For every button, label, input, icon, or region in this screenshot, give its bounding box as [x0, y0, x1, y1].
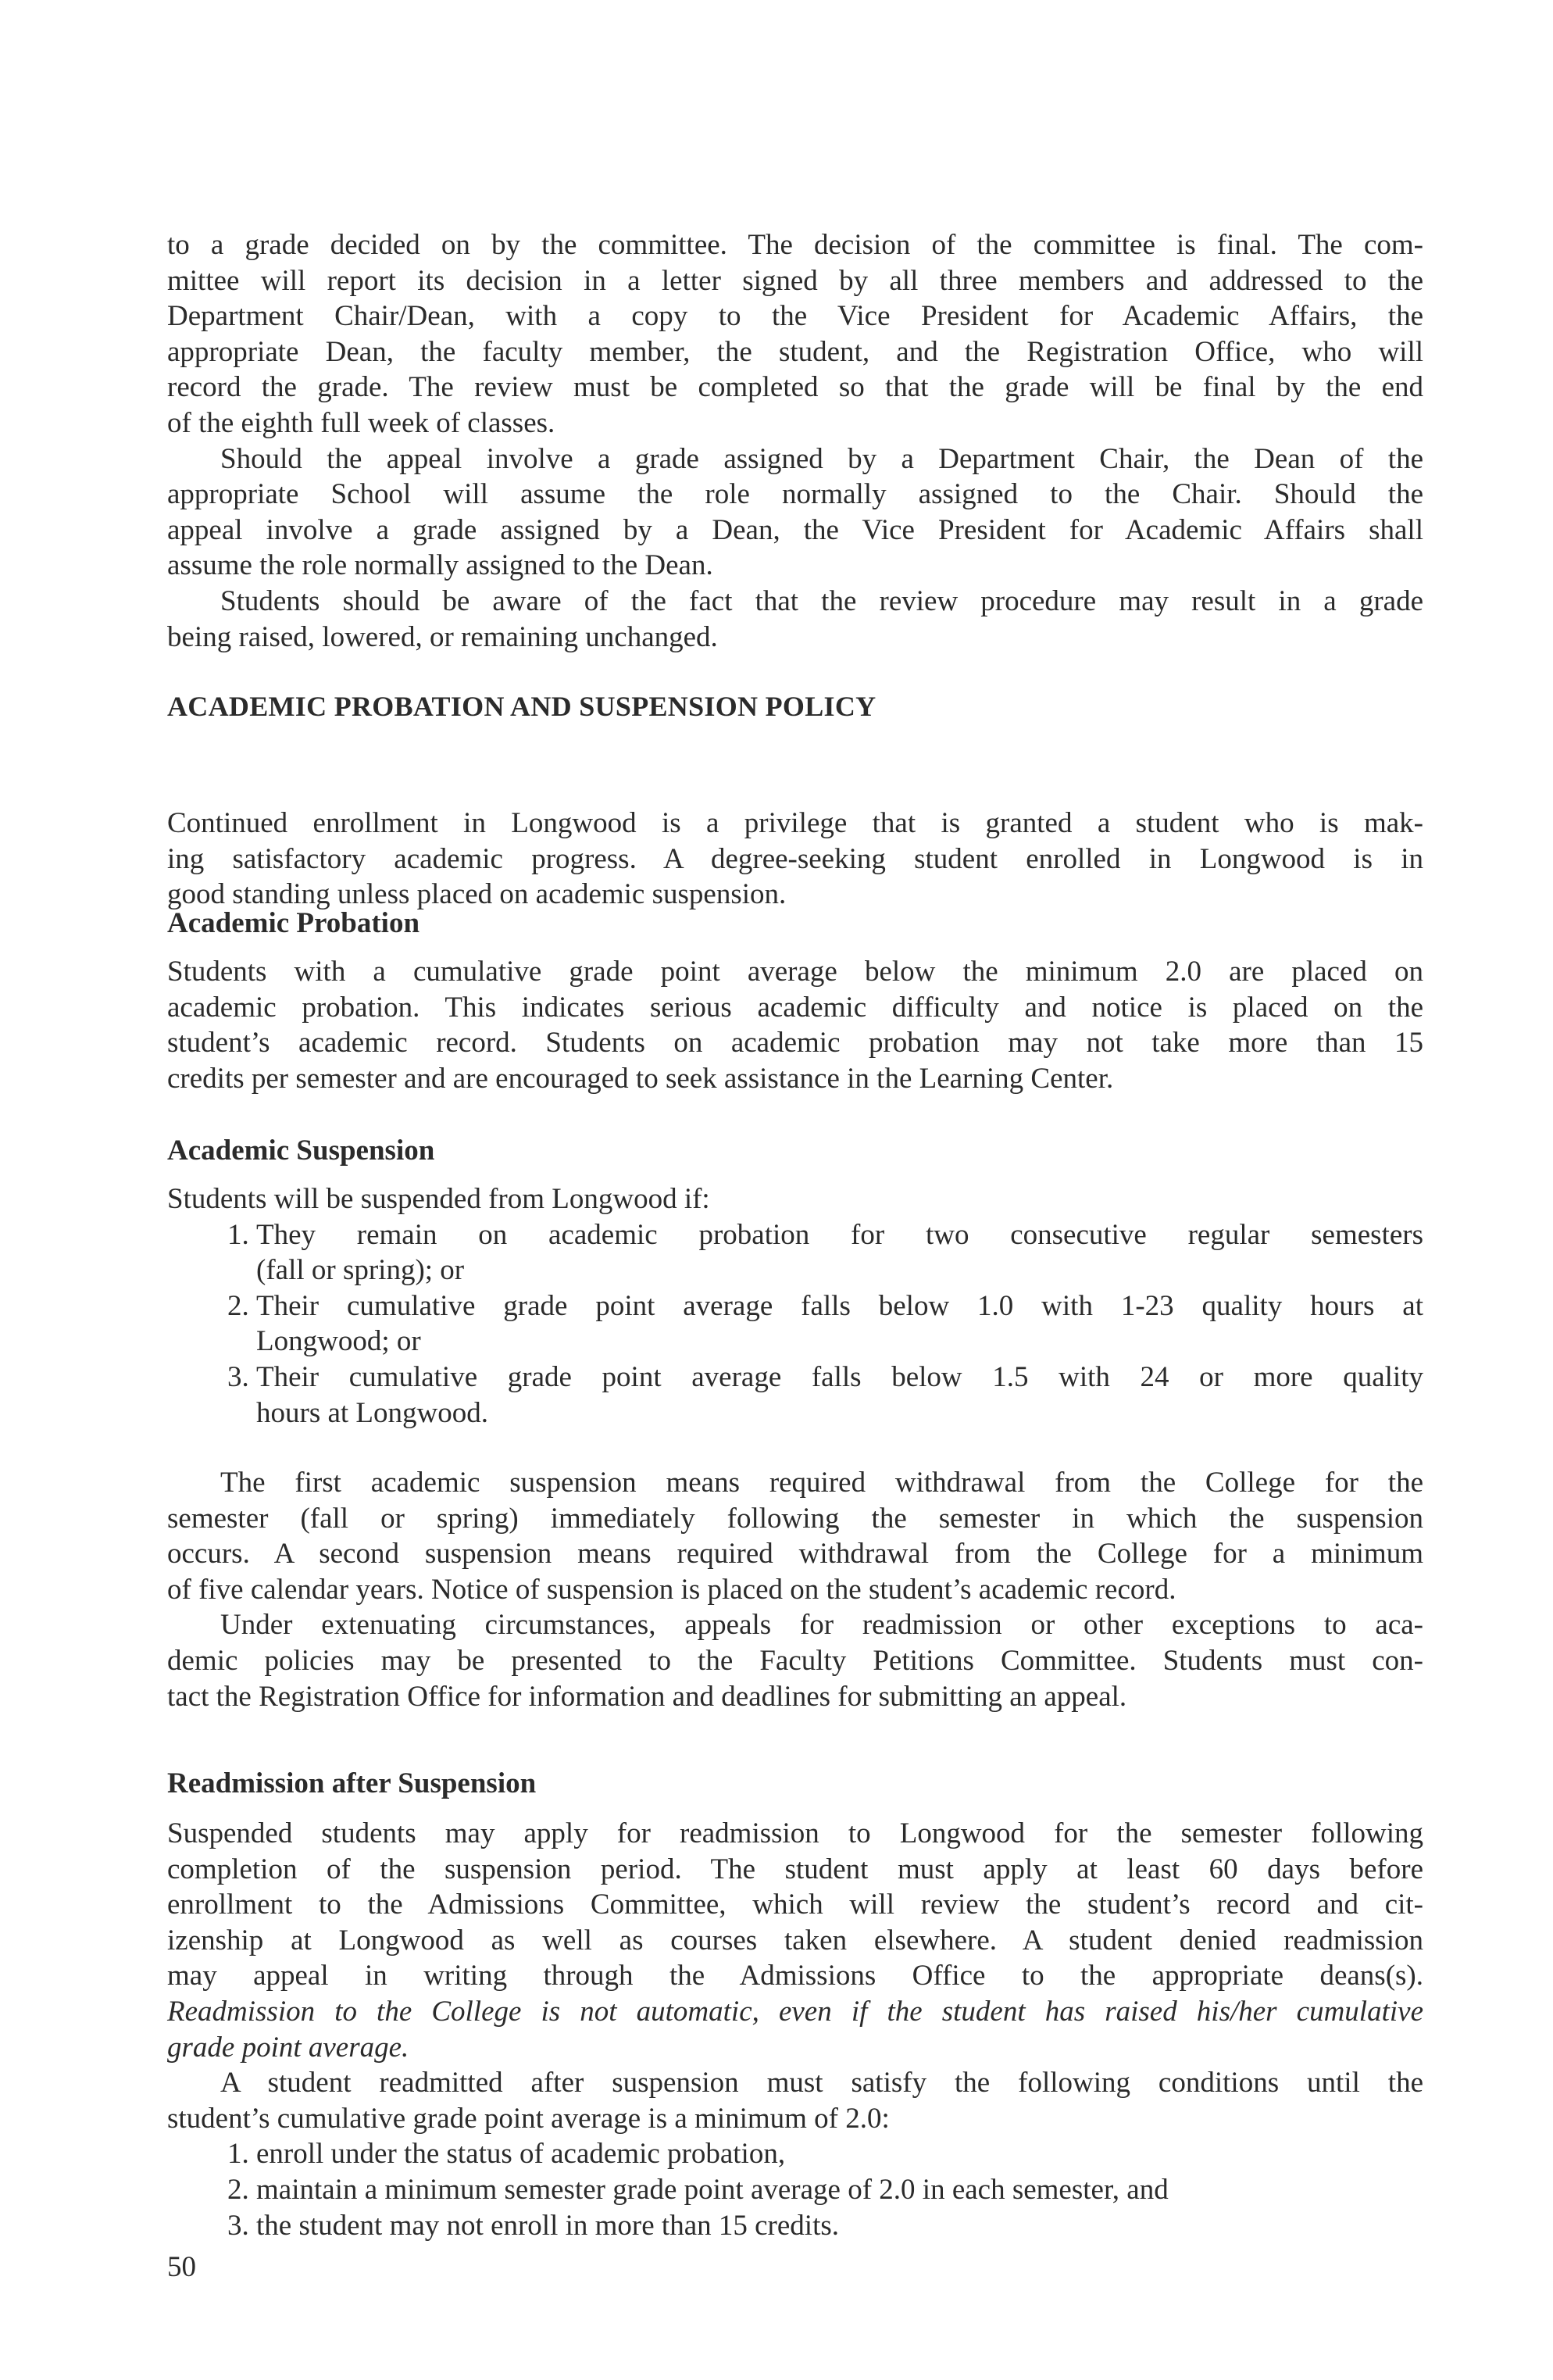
paragraph [167, 584, 1423, 655]
text-line: Under extenuating circumstances, appeals for readmission or other exceptions to aca- [220, 1609, 1423, 1642]
paragraph [167, 1607, 1423, 1714]
text-line: Their cumulative grade point average falls below 1.5 with 24 or more quality [256, 1360, 1423, 1393]
list-item-text [256, 1288, 1423, 1360]
list-item-text [256, 1217, 1423, 1288]
text-line: Students will be suspended from Longwood if: [167, 1183, 710, 1215]
list-number: 1. [227, 2138, 249, 2171]
list-item-text [256, 2208, 1423, 2244]
list-item [167, 1288, 1423, 1360]
probation-body [167, 954, 1423, 1096]
text-line: Students should be aware of the fact that the review procedure may result in a grade [220, 584, 1423, 617]
text-line: enroll under the status of academic probation, [256, 2138, 786, 2171]
text-line: izenship at Longwood as well as courses taken elsewhere. A student denied readmission [167, 1924, 1423, 1957]
readmission-conditions-list [167, 2136, 1423, 2243]
subheading-probation: Academic Probation [167, 907, 420, 939]
text-line: the student may not enroll in more than 15 credits. [256, 2209, 839, 2242]
text-line: academic probation. This indicates serious academic difficulty and notice is placed on the [167, 991, 1423, 1024]
readmission-body [167, 1816, 1423, 2243]
text-line: maintain a minimum semester grade point average of 2.0 in each semester, and [256, 2173, 1169, 2206]
italic-note [167, 1994, 1423, 2065]
paragraph [167, 227, 1423, 441]
list-item [167, 2136, 1423, 2172]
list-number: 1. [227, 1218, 249, 1251]
suspension-lead [167, 1181, 1423, 1217]
text-line: The first academic suspension means required withdrawal from the College for the [220, 1467, 1423, 1499]
text-line: Longwood; or [256, 1325, 421, 1358]
paragraph [167, 1816, 1423, 1994]
text-line: may appeal in writing through the Admissions Office to the appropriate deans(s). [167, 1960, 1423, 1992]
suspension-list [167, 1217, 1423, 1431]
text-line: A student readmitted after suspension must satisfy the following conditions until the [220, 2067, 1423, 2099]
text-line: of the eighth full week of classes. [167, 406, 555, 439]
text-line: They remain on academic probation for two consecutive regular semesters [256, 1218, 1423, 1251]
list-item [167, 1360, 1423, 1431]
text-line: student’s academic record. Students on academic probation may not take more than 15 [167, 1027, 1423, 1060]
grade-appeal-continued [167, 227, 1423, 655]
text-line: Students with a cumulative grade point average below the minimum 2.0 are placed on [167, 956, 1423, 988]
list-number: 3. [227, 1360, 249, 1393]
text-line: (fall or spring); or [256, 1254, 465, 1287]
text-line: record the grade. The review must be completed so that the grade will be final by the end [167, 371, 1423, 404]
text-line: credits per semester and are encouraged to seek assistance in the Learning Center. [167, 1062, 1114, 1095]
list-number: 3. [227, 2209, 249, 2242]
suspension-criteria [167, 1181, 1423, 1431]
text-line: Readmission to the College is not automatic, even if the student has raised his/her cumulative [167, 1995, 1423, 2028]
text-line: occurs. A second suspension means required withdrawal from the College for a minimum [167, 1538, 1423, 1571]
text-line: ing satisfactory academic progress. A degree-seeking student enrolled in Longwood is in [167, 842, 1423, 875]
text-line: good standing unless placed on academic suspension. [167, 878, 787, 911]
text-line: Should the appeal involve a grade assigned by a Department Chair, the Dean of the [220, 442, 1423, 475]
paragraph [167, 441, 1423, 584]
text-line: appropriate Dean, the faculty member, the student, and the Registration Office, who will [167, 335, 1423, 368]
policy-intro [167, 806, 1423, 913]
text-line: Their cumulative grade point average falls below 1.0 with 1-23 quality hours at [256, 1289, 1423, 1322]
subheading-readmission: Readmission after Suspension [167, 1767, 537, 1799]
page-number: 50 [167, 2251, 196, 2283]
list-item [167, 1217, 1423, 1288]
text-line: tact the Registration Office for information and deadlines for submitting an appeal. [167, 1680, 1127, 1713]
text-line: enrollment to the Admissions Committee, which will review the student’s record and cit- [167, 1889, 1423, 1921]
text-line: Department Chair/Dean, with a copy to the Vice President for Academic Affairs, the [167, 300, 1423, 333]
text-line: to a grade decided on by the committee. The decision of the committee is final. The com- [167, 229, 1423, 261]
list-number: 2. [227, 1289, 249, 1322]
text-line: appropriate School will assume the role normally assigned to the Chair. Should the [167, 478, 1423, 511]
list-item-text [256, 2136, 1423, 2172]
text-line: demic policies may be presented to the Faculty Petitions Committee. Students must con- [167, 1644, 1423, 1677]
text-line: grade point average. [167, 2031, 409, 2064]
paragraph [167, 1465, 1423, 1607]
text-line: Continued enrollment in Longwood is a privilege that is granted a student who is mak- [167, 807, 1423, 839]
text-line: being raised, lowered, or remaining unchanged. [167, 620, 718, 653]
text-line: completion of the suspension period. The student must apply at least 60 days before [167, 1853, 1423, 1885]
list-item [167, 2208, 1423, 2244]
text-line: appeal involve a grade assigned by a Dean, the Vice President for Academic Affairs shall [167, 513, 1423, 546]
text-line: hours at Longwood. [256, 1396, 488, 1429]
text-line: semester (fall or spring) immediately following the semester in which the suspension [167, 1502, 1423, 1535]
text-line: assume the role normally assigned to the Dean. [167, 549, 713, 582]
list-item-text [256, 2172, 1423, 2208]
text-line: mittee will report its decision in a letter signed by all three members and addressed to the [167, 264, 1423, 297]
list-number: 2. [227, 2173, 249, 2206]
text-line: of five calendar years. Notice of suspension is placed on the student’s academic record. [167, 1573, 1176, 1606]
section-heading: ACADEMIC PROBATION AND SUSPENSION POLICY [167, 691, 876, 722]
text-line: student’s cumulative grade point average is a minimum of 2.0: [167, 2102, 890, 2135]
paragraph [167, 2065, 1423, 2136]
subheading-suspension: Academic Suspension [167, 1135, 435, 1167]
suspension-details [167, 1465, 1423, 1714]
list-item-text [256, 1360, 1423, 1431]
text-line: Suspended students may apply for readmission to Longwood for the semester following [167, 1817, 1423, 1849]
list-item [167, 2172, 1423, 2208]
